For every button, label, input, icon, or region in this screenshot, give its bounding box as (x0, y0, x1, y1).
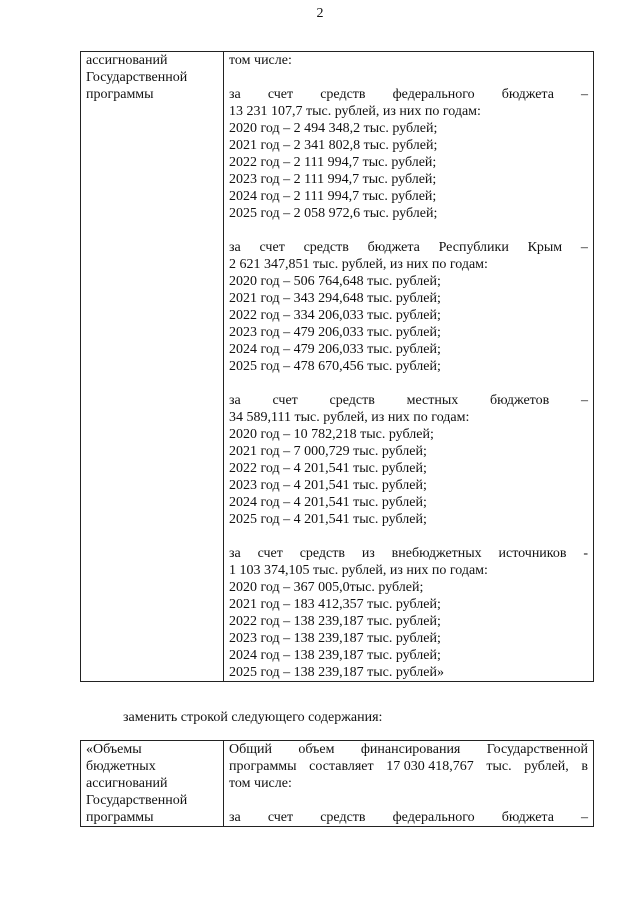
local-year-2024: 2024 год – 4 201,541 тыс. рублей; (229, 495, 427, 510)
federal-budget-section (229, 86, 588, 222)
extrabudget-section (229, 545, 588, 681)
crimea-year-2023: 2023 год – 479 206,033 тыс. рублей; (229, 325, 441, 340)
federal-year-2021: 2021 год – 2 341 802,8 тыс. рублей; (229, 138, 438, 153)
extrabudget-total: 1 103 374,105 тыс. рублей, из них по годам: (229, 563, 488, 578)
row-label-cell (81, 52, 224, 682)
crimea-year-2022: 2022 год – 334 206,033 тыс. рублей; (229, 308, 441, 323)
local-year-2021: 2021 год – 7 000,729 тыс. рублей; (229, 444, 427, 459)
extrabudget-year-2023: 2023 год – 138 239,187 тыс. рублей; (229, 631, 441, 646)
extrabudget-year-2025: 2025 год – 138 239,187 тыс. рублей» (229, 665, 444, 680)
federal-year-2024: 2024 год – 2 111 994,7 тыс. рублей; (229, 189, 437, 204)
crimea-year-2021: 2021 год – 343 294,648 тыс. рублей; (229, 291, 441, 306)
funding-table-new (80, 740, 594, 827)
total-funding-line-1: Общий объем финансирования Государственной (229, 742, 588, 757)
total-funding-line-2: программы составляет 17 030 418,767 тыс. рублей, в (229, 759, 588, 774)
local-year-2022: 2022 год – 4 201,541 тыс. рублей; (229, 461, 427, 476)
extrabudget-year-2022: 2022 год – 138 239,187 тыс. рублей; (229, 614, 441, 629)
extrabudget-year-2020: 2020 год – 367 005,0тыс. рублей; (229, 580, 424, 595)
crimea-total: 2 621 347,851 тыс. рублей, из них по годам: (229, 257, 488, 272)
row-label-line: программы (86, 87, 154, 102)
crimea-budget-section (229, 239, 588, 375)
extrabudget-year-2024: 2024 год – 138 239,187 тыс. рублей; (229, 648, 441, 663)
funding-table-old (80, 51, 594, 682)
row-label-cell (81, 741, 224, 827)
page-number: 2 (316, 6, 324, 21)
replacement-instruction: заменить строкой следующего содержания: (123, 710, 383, 725)
intro-text: том числе: (229, 53, 292, 68)
funding-details-cell (224, 741, 594, 827)
federal-year-2023: 2023 год – 2 111 994,7 тыс. рублей; (229, 172, 437, 187)
row-label-line: «Объемы (86, 742, 142, 757)
federal-total: 13 231 107,7 тыс. рублей, из них по годам: (229, 104, 481, 119)
crimea-year-2024: 2024 год – 479 206,033 тыс. рублей; (229, 342, 441, 357)
row-label-line: Государственной (86, 793, 188, 808)
federal-year-2025: 2025 год – 2 058 972,6 тыс. рублей; (229, 206, 438, 221)
extrabudget-heading: за счет средств из внебюджетных источников - (229, 546, 588, 561)
row-label-line: Государственной (86, 70, 188, 85)
row-label-line: бюджетных (86, 759, 156, 774)
federal-year-2020: 2020 год – 2 494 348,2 тыс. рублей; (229, 121, 438, 136)
local-year-2025: 2025 год – 4 201,541 тыс. рублей; (229, 512, 427, 527)
extrabudget-year-2021: 2021 год – 183 412,357 тыс. рублей; (229, 597, 441, 612)
local-year-2023: 2023 год – 4 201,541 тыс. рублей; (229, 478, 427, 493)
crimea-heading: за счет средств бюджета Республики Крым – (229, 240, 588, 255)
local-total: 34 589,111 тыс. рублей, из них по годам: (229, 410, 470, 425)
local-year-2020: 2020 год – 10 782,218 тыс. рублей; (229, 427, 434, 442)
funding-details-cell (224, 52, 594, 682)
crimea-year-2020: 2020 год – 506 764,648 тыс. рублей; (229, 274, 441, 289)
crimea-year-2025: 2025 год – 478 670,456 тыс. рублей; (229, 359, 441, 374)
row-label-line: ассигнований (86, 776, 168, 791)
row-label-line: программы (86, 810, 154, 825)
federal-heading-new: за счет средств федерального бюджета – (229, 810, 588, 825)
local-budget-section (229, 392, 588, 528)
local-heading: за счет средств местных бюджетов – (229, 393, 588, 408)
row-label-line: ассигнований (86, 53, 168, 68)
total-funding-line-3: том числе: (229, 776, 292, 791)
federal-heading: за счет средств федерального бюджета – (229, 87, 588, 102)
federal-year-2022: 2022 год – 2 111 994,7 тыс. рублей; (229, 155, 437, 170)
